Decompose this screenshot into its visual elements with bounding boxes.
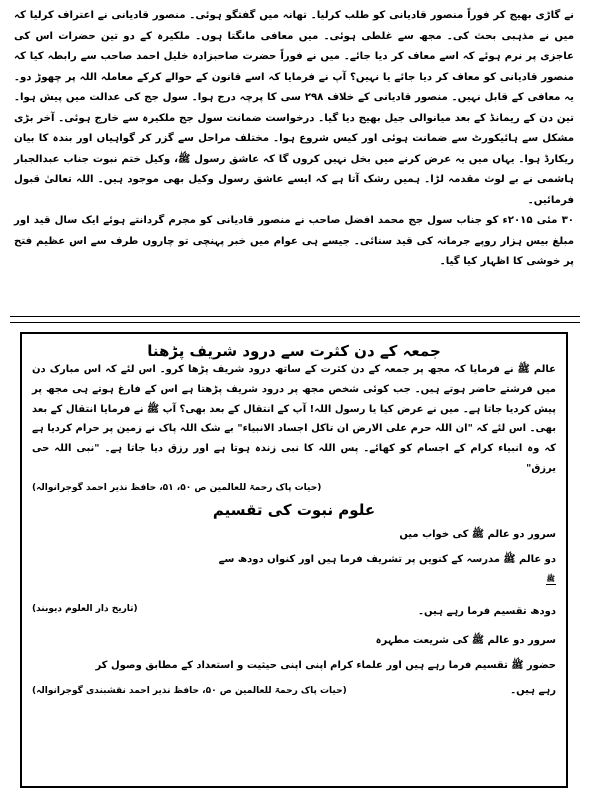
reference-hayat-pak-2: (حیات پاک رحمۃ للعالمین ص ۵۰، حافظ نذیر احمد نقشبندی گوجرانوالہ) [32,685,347,696]
article-paragraph-1: نے گاڑی بھیج کر فوراً منصور قادیانی کو طلب کرلیا۔ تھانہ میں گفتگو ہوئی۔ منصور قادیانی نے اعتراف کرلیا کہ میں نے مذہبی بحث کی۔ مجھ سے غلطی ہوئی۔ میں معافی مانگتا ہوں۔ ملکیرہ کے دو تین حضرات اس کی عاجزی پر نرم ہوئے کہ اسے معاف کر دیا جائے۔ میں نے فوراً حضرت صاحبزادہ خلیل احمد صاحب سے رابطہ کیا کہ منصور قادیانی کو معاف کر دیا جائے یا نہیں؟ آپ نے فرمایا کہ اسے قانون کے حوالے کرکے معاملہ اللہ پر چھوڑ دو۔ یہ معافی کے قابل نہیں۔ منصور قادیانی کے خلاف ۲۹۸ سی کا پرچہ درج ہوا۔ سول جج کی عدالت میں پیش ہوا۔ تین دن کے ریمانڈ کے بعد میانوالی جیل بھیج دیا گیا۔ درخواست ضمانت سول جج ملکیرہ سے خارج ہوئی۔ آخر بڑی مشکل سے ہائیکورٹ سے ضمانت ہوئی اور کیس شروع ہوا۔ مختلف مراحل سے گزر کر گواہیاں اور بندہ کا بیان ریکارڈ ہوا۔ یہاں میں یہ عرض کرنے میں بخل نہیں کروں گا کہ عاشق رسول ﷺ، وکیل ختم نبوت جناب عبدالجبار ہاشمی نے بے لوث مقدمہ لڑا۔ ہمیں رشک آتا ہے کہ ایسے عاشق رسول وکیل بھی موجود ہیں۔ اللہ تعالیٰ قبول فرمائیں۔ [14,10,574,206]
shariat-line-2: حضور ﷺ تقسیم فرما رہے ہیں اور علماء کرام اپنی اپنی حیثیت و استعداد کے مطابق وصول کر [95,659,556,671]
shariat-line-3: رہے ہیں۔ [510,684,556,696]
article-text [14,6,574,273]
durood-body-text: عالم ﷺ نے فرمایا کہ مجھ پر جمعہ کے دن کثرت کے ساتھ درود شریف پڑھا کرو۔ اس لئے کہ اس مبارک دن میں فرشتے حاضر ہوتے ہیں۔ جب کوئی شخص مجھ پر درود شریف پڑھتا ہے اس کے فارغ ہوتے ہی مجھ پر پیش کردیا جاتا ہے۔ میں نے عرض کیا یا رسول اللہ! آپ کے انتقال کے بعد بھی؟ آپ ﷺ نے فرمایا انتقال کے بعد بھی۔ اس لئے کہ "ان اللہ حرم علی الارض ان تاکل اجساد الانبیاء" بے شک اللہ پاک نے زمین پر حرام کردیا ہے کہ وہ انبیاء کرام کے اجسام کو کھائے۔ پس اللہ کا نبی زندہ ہوتا ہے اور رزق دیا جاتا ہے۔ "نبی اللہ حی یرزق" [32,364,556,474]
separator-line [10,322,580,323]
salla-mark: ﷺ [546,574,555,583]
separator-line [10,316,580,317]
content-box [20,332,568,788]
dream-line-3: دودھ تقسیم فرما رہے ہیں۔ [418,605,556,617]
section-heading-uloom: علوم نبوت کی تقسیم [212,500,376,519]
article-paragraph-2: ۳۰ مئی ۲۰۱۵ء کو جناب سول جج محمد افضل صاحب نے منصور قادیانی کو مجرم گردانتے ہوئے ایک سال قید اور مبلغ بیس ہزار روپے جرمانہ کی قید سنائی۔ جیسے ہی عوام میں خبر پہنچی تو چاروں طرف سے اس عظیم فتح پر خوشی کا اظہار کیا گیا۔ [14,215,574,267]
dream-line-2: دو عالم ﷺ مدرسہ کے کنویں پر تشریف فرما ہیں اور کنواں دودھ سے [218,553,556,565]
reference-tareekh-deoband: (تاریخ دار العلوم دیوبند) [32,603,138,614]
reference-hayat-pak: (حیات پاک رحمۃ للعالمین ص ۵۰، ۵۱، حافظ نذیر احمد گوجرانوالہ) [32,482,322,493]
section-heading-durood: جمعہ کے دن کثرت سے درود شریف پڑھنا [147,342,441,360]
shariat-line-1: سرور دو عالم ﷺ کی شریعت مطہرہ [375,634,556,646]
dream-line-1: سرور دو عالم ﷺ کی خواب میں [399,528,556,540]
